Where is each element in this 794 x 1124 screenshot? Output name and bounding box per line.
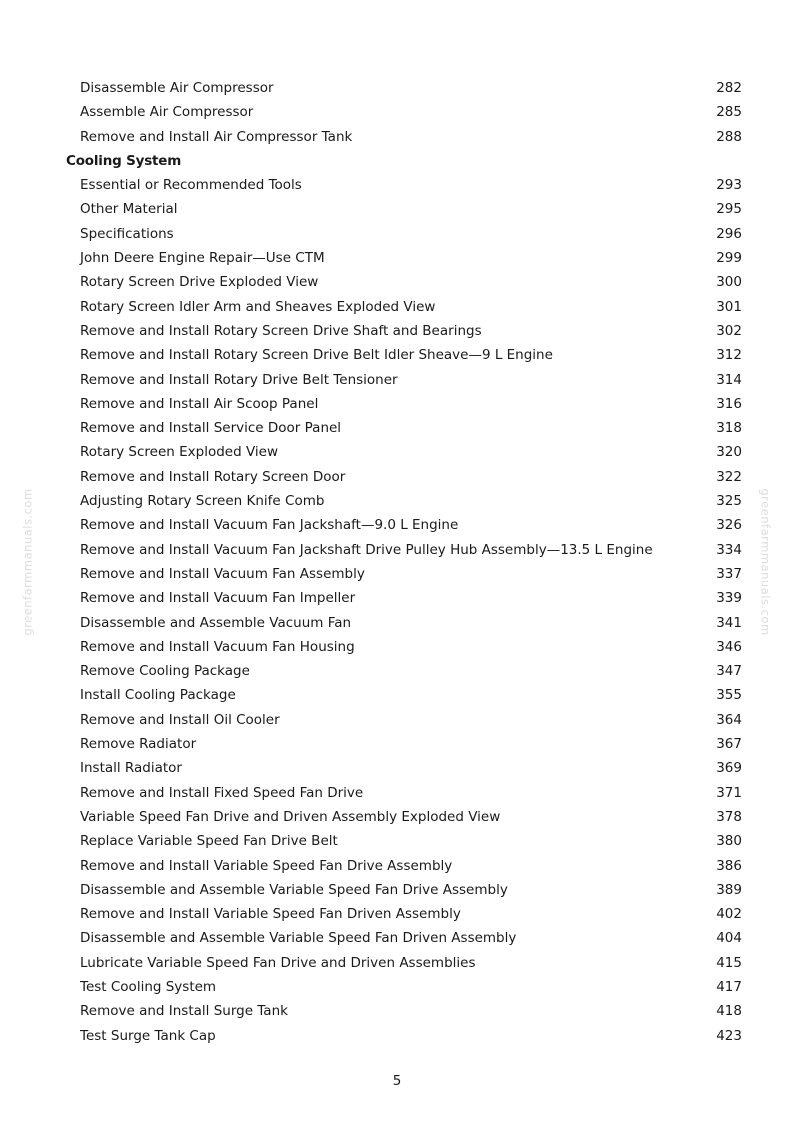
toc-entry-title: Adjusting Rotary Screen Knife Comb (80, 493, 325, 510)
watermark-text: greenfarmmanuals.com (759, 488, 774, 636)
toc-entry-title: Install Cooling Package (80, 687, 236, 704)
toc-entry-title: Assemble Air Compressor (80, 104, 254, 121)
toc-entry-title: Remove and Install Fixed Speed Fan Drive (80, 784, 364, 801)
toc-entry[interactable] (66, 125, 742, 149)
toc-entry[interactable] (66, 829, 742, 853)
toc-entry-page: 299 (716, 250, 742, 267)
toc-entry[interactable] (66, 611, 742, 635)
toc-entry-page: 386 (716, 857, 742, 874)
toc-entry[interactable] (66, 902, 742, 926)
toc-entry-page: 316 (716, 395, 742, 412)
toc-entry-title: Essential or Recommended Tools (80, 177, 302, 194)
toc-entry-page: 346 (716, 638, 742, 655)
toc-entry[interactable] (66, 781, 742, 805)
watermark-left (18, 0, 38, 1124)
toc-entry-title: Other Material (80, 201, 178, 218)
toc-entry-page: 282 (716, 80, 742, 96)
watermark-right (756, 0, 776, 1124)
toc-entry-page: 364 (716, 711, 742, 728)
toc-entry-page: 355 (716, 687, 742, 704)
toc-entry-title: Replace Variable Speed Fan Drive Belt (80, 833, 338, 850)
toc-entry[interactable] (66, 246, 742, 270)
toc-entry-title: Disassemble and Assemble Variable Speed Fan Driven Assembly (80, 930, 517, 947)
toc-entry-page: 334 (716, 541, 742, 558)
toc-entry-title: Lubricate Variable Speed Fan Drive and Driven Assemblies (80, 954, 476, 971)
toc-entry-title: Remove and Install Rotary Screen Drive Belt Idler Sheave—9 L Engine (80, 347, 553, 364)
toc-entry-title: Remove and Install Service Door Panel (80, 420, 342, 437)
toc-entry-title: Remove and Install Vacuum Fan Impeller (80, 590, 356, 607)
toc-entry[interactable] (66, 465, 742, 489)
toc-entry-page: 318 (716, 420, 742, 437)
toc-entry-page: 288 (716, 128, 742, 145)
toc-entry-page: 389 (716, 881, 742, 898)
toc-entry-title: Remove and Install Rotary Screen Door (80, 468, 346, 485)
toc-entry-page: 302 (716, 322, 742, 339)
toc-entry[interactable] (66, 756, 742, 780)
toc-entry-page: 300 (716, 274, 742, 291)
watermark-text: greenfarmmanuals.com (21, 488, 36, 636)
toc-entry[interactable] (66, 295, 742, 319)
toc-entry[interactable] (66, 854, 742, 878)
toc-entry-page: 402 (716, 906, 742, 923)
toc-entry-page: 369 (716, 760, 742, 777)
toc-entry[interactable] (66, 805, 742, 829)
toc-entry-page: 295 (716, 201, 742, 218)
toc-entry-title: Variable Speed Fan Drive and Driven Assembly Exploded View (80, 808, 501, 825)
toc-entry[interactable] (66, 319, 742, 343)
toc-entry[interactable] (66, 197, 742, 221)
toc-entry-title: Remove and Install Surge Tank (80, 1003, 288, 1020)
toc-entry-title: Remove and Install Variable Speed Fan Drive Assembly (80, 857, 453, 874)
toc-entry[interactable] (66, 270, 742, 294)
toc-entry[interactable] (66, 683, 742, 707)
toc-entry[interactable] (66, 76, 742, 100)
toc-entry-title: Test Cooling System (80, 978, 217, 995)
toc-entry-page: 347 (716, 663, 742, 680)
toc-entry-title: Rotary Screen Idler Arm and Sheaves Exploded View (80, 298, 436, 315)
toc-entry-page: 320 (716, 444, 742, 461)
toc-entry-title: Remove and Install Vacuum Fan Jackshaft Drive Pulley Hub Assembly—13.5 L Engine (80, 541, 653, 558)
toc-entry[interactable] (66, 708, 742, 732)
toc-entry-page: 404 (716, 930, 742, 947)
toc-entry-page: 423 (716, 1027, 742, 1044)
toc-entry-page: 415 (716, 954, 742, 971)
toc-entry[interactable] (66, 538, 742, 562)
toc-entry-title: John Deere Engine Repair—Use CTM (80, 250, 325, 267)
toc-entry[interactable] (66, 732, 742, 756)
toc-entry-page: 293 (716, 177, 742, 194)
table-of-contents (66, 76, 742, 1048)
toc-entry[interactable] (66, 951, 742, 975)
toc-entry-page: 378 (716, 808, 742, 825)
toc-entry-title: Remove and Install Vacuum Fan Assembly (80, 565, 365, 582)
toc-entry-page: 417 (716, 978, 742, 995)
toc-entry-page: 380 (716, 833, 742, 850)
toc-entry[interactable] (66, 173, 742, 197)
toc-entry[interactable] (66, 416, 742, 440)
toc-entry-title: Disassemble Air Compressor (80, 80, 274, 96)
toc-entry[interactable] (66, 489, 742, 513)
toc-entry[interactable] (66, 635, 742, 659)
toc-entry[interactable] (66, 878, 742, 902)
toc-entry[interactable] (66, 100, 742, 124)
toc-entry-title: Remove and Install Air Compressor Tank (80, 128, 353, 145)
toc-entry[interactable] (66, 926, 742, 950)
toc-entry[interactable] (66, 586, 742, 610)
toc-entry-page: 326 (716, 517, 742, 534)
toc-entry[interactable] (66, 392, 742, 416)
toc-entry[interactable] (66, 562, 742, 586)
toc-entry-title: Remove Radiator (80, 736, 197, 753)
toc-entry-page: 341 (716, 614, 742, 631)
toc-entry-title: Rotary Screen Drive Exploded View (80, 274, 319, 291)
toc-entry-title: Remove and Install Rotary Screen Drive Shaft and Bearings (80, 322, 482, 339)
toc-entry-title: Install Radiator (80, 760, 182, 777)
toc-entry-title: Remove and Install Vacuum Fan Jackshaft—9.0 L Engine (80, 517, 459, 534)
toc-entry[interactable] (66, 1024, 742, 1048)
toc-entry-page: 367 (716, 736, 742, 753)
toc-entry-page: 296 (716, 225, 742, 242)
toc-entry-title: Remove and Install Air Scoop Panel (80, 395, 319, 412)
toc-entry-page: 339 (716, 590, 742, 607)
toc-entry[interactable] (66, 368, 742, 392)
toc-entry-title: Remove and Install Vacuum Fan Housing (80, 638, 355, 655)
page-number: 5 (392, 1073, 402, 1089)
toc-entry-title: Disassemble and Assemble Variable Speed Fan Drive Assembly (80, 881, 508, 898)
toc-entry-page: 301 (716, 298, 742, 315)
toc-entry-title: Specifications (80, 225, 174, 242)
toc-entry-page: 285 (716, 104, 742, 121)
toc-entry-page: 418 (716, 1003, 742, 1020)
toc-entry-page: 322 (716, 468, 742, 485)
toc-entry[interactable] (66, 440, 742, 464)
toc-entry-title: Test Surge Tank Cap (80, 1027, 216, 1044)
toc-entry-page: 325 (716, 493, 742, 510)
toc-entry-page: 314 (716, 371, 742, 388)
toc-entry-title: Rotary Screen Exploded View (80, 444, 279, 461)
toc-entry-title: Disassemble and Assemble Vacuum Fan (80, 614, 352, 631)
toc-entry-page: 337 (716, 565, 742, 582)
toc-entry-page: 371 (716, 784, 742, 801)
toc-entry[interactable] (66, 975, 742, 999)
toc-entry-title: Remove Cooling Package (80, 663, 250, 680)
toc-entry-title: Remove and Install Variable Speed Fan Driven Assembly (80, 906, 461, 923)
toc-entry[interactable] (66, 999, 742, 1023)
toc-entry-page: 312 (716, 347, 742, 364)
section-heading[interactable]: Cooling System (66, 152, 182, 169)
toc-entry[interactable] (66, 343, 742, 367)
toc-entry[interactable] (66, 222, 742, 246)
toc-entry[interactable] (66, 659, 742, 683)
toc-entry-title: Remove and Install Oil Cooler (80, 711, 280, 728)
toc-entry-title: Remove and Install Rotary Drive Belt Tensioner (80, 371, 398, 388)
toc-entry[interactable] (66, 513, 742, 537)
